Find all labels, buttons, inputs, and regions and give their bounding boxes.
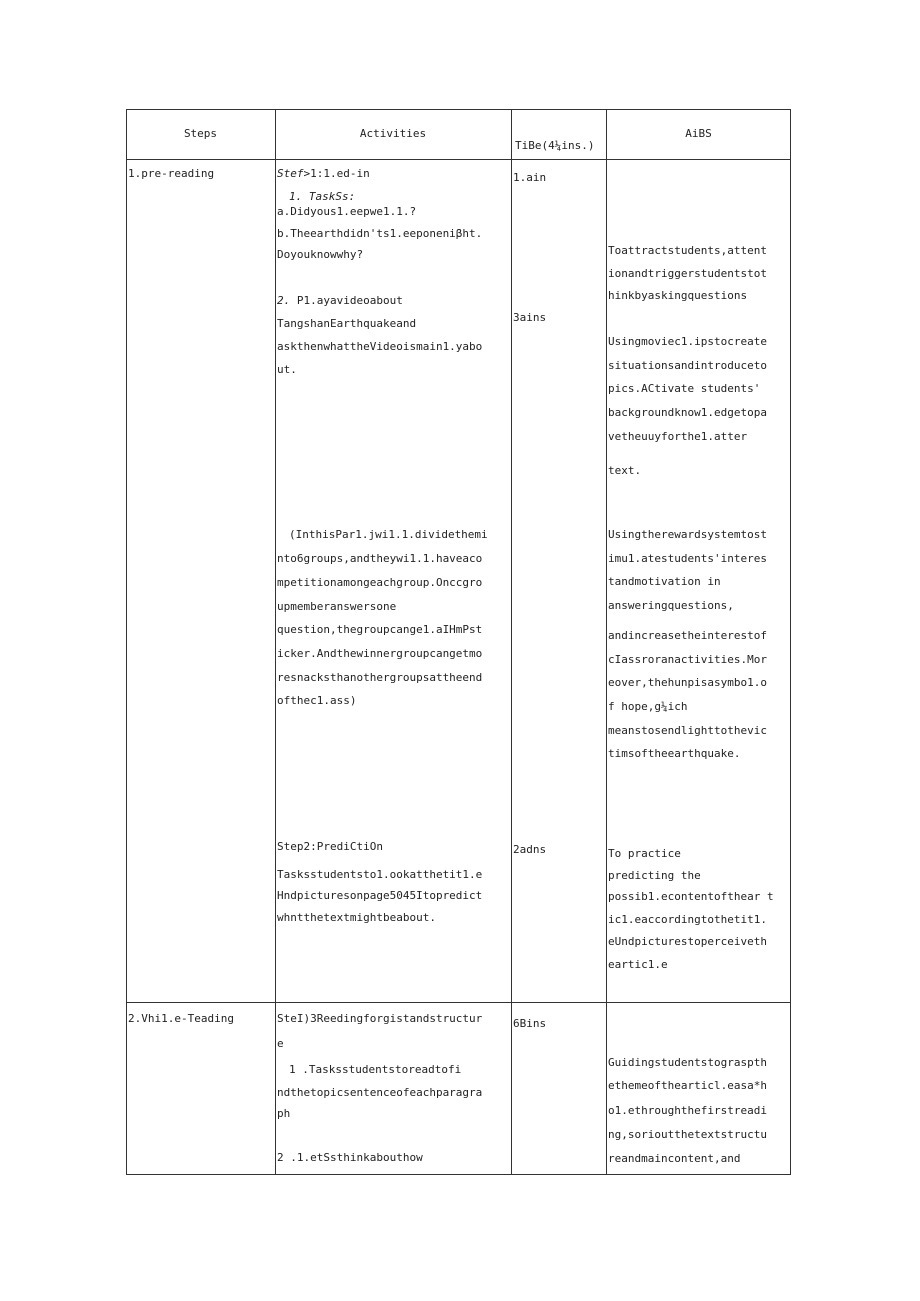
column-divider (511, 109, 512, 1175)
aim-line: timsoftheearthquake. (608, 747, 741, 760)
step-label: 2.Vhi1.e-Teading (128, 1012, 234, 1025)
activity-line: 2. P1.ayavideoabout (277, 294, 403, 307)
aim-line: meanstosendlighttothevic (608, 724, 767, 737)
aim-line: pics.ACtivate students' (608, 382, 761, 395)
aim-line: imu1.atestudents'interes (608, 552, 767, 565)
aim-line: hinkbyaskingquestions (608, 289, 748, 302)
aim-line: eover,thehunpisasymbo1.o (608, 676, 767, 689)
aim-line: tandmotivation in (608, 575, 721, 588)
activity-line: resnacksthanothergroupsattheend (277, 671, 483, 684)
activity-line: SteI)3Reedingforgistandstructur (277, 1012, 483, 1025)
aim-line: Usingmoviec1.ipstocreate (608, 335, 767, 348)
activity-line: upmemberanswersone (277, 600, 397, 613)
activity-line: ut. (277, 363, 297, 376)
header-time: TiBe(4¼ins.) (515, 139, 595, 152)
activity-line: 1. TaskSs: (289, 190, 356, 203)
activity-line: Tasksstudentsto1.ookatthetit1.e (277, 868, 483, 881)
activity-line: Stef>1:1.ed-in (277, 167, 370, 180)
header-activities: Activities (359, 127, 427, 140)
aim-line: Usingtherewardsystemtost (608, 528, 767, 541)
activity-line: (InthisPar1.jwi1.1.dividethemi (289, 528, 488, 541)
activity-line: question,thegroupcange1.aIHmPst (277, 623, 483, 636)
aim-line: possib1.econtentofthear t (608, 890, 774, 903)
header-aims: AiBS (685, 127, 712, 140)
activity-line: mpetitionamongeachgroup.Onccgro (277, 576, 483, 589)
activity-line: whntthetextmightbeabout. (277, 911, 436, 924)
aim-line: f hope,g¼ich (608, 700, 688, 713)
aim-line: o1.ethroughthefirstreadi (608, 1104, 767, 1117)
activity-line: Hndpicturesonpage5045Itopredict (277, 889, 483, 902)
aim-line: ng,sorioutthetextstructu (608, 1128, 767, 1141)
activity-line: b.Theearthdidn'ts1.eeponeniβht. (277, 227, 483, 240)
aim-line: Toattractstudents,attent (608, 244, 767, 257)
activity-line: askthenwhattheVideoismain1.yabo (277, 340, 483, 353)
aim-line: reandmaincontent,and (608, 1152, 741, 1165)
activity-line: e (277, 1037, 284, 1050)
aim-line: cIassroranactivities.Mor (608, 653, 767, 666)
aim-line: predicting the (608, 869, 701, 882)
time-value: 6Bins (513, 1017, 547, 1030)
aim-line: situationsandintroduceto (608, 359, 767, 372)
aim-line: text. (608, 464, 642, 477)
aim-line: ethemeofthearticl.easa*h (608, 1079, 767, 1092)
column-divider (606, 109, 607, 1175)
activity-line: 1 .Tasksstudentstoreadtofi (289, 1063, 462, 1076)
activity-line: a.Didyous1.eepwe1.1.? (277, 205, 417, 218)
aim-line: andincreasetheinterestof (608, 629, 767, 642)
aim-line: backgroundknow1.edgetopa (608, 406, 767, 419)
header-steps: Steps (183, 127, 218, 140)
aim-line: vetheuuyforthe1.atter (608, 430, 748, 443)
activity-line: ndthetopicsentenceofeachparagra (277, 1086, 483, 1099)
aim-line: To practice (608, 847, 681, 860)
aim-line: ic1.eaccordingtothetit1. (608, 913, 767, 926)
column-divider (275, 109, 276, 1175)
time-value: 2adns (513, 843, 547, 856)
activity-line: Doyouknowwhy? (277, 248, 364, 261)
aim-line: eartic1.e (608, 958, 668, 971)
aim-line: Guidingstudentstograspth (608, 1056, 767, 1069)
activity-line: ph (277, 1107, 291, 1120)
activity-line: TangshanEarthquakeand (277, 317, 417, 330)
activity-line: ofthec1.ass) (277, 694, 357, 707)
activity-line: 2 .1.etSsthinkabouthow (277, 1151, 423, 1164)
aim-line: eUndpicturestoperceiveth (608, 935, 767, 948)
aim-line: answeringquestions, (608, 599, 734, 612)
step-label: 1.pre-reading (128, 167, 215, 180)
time-value: 3ains (513, 311, 547, 324)
activity-line: Step2:PrediCtiOn (277, 840, 383, 853)
row-divider (126, 1002, 791, 1003)
row-divider (126, 159, 791, 160)
time-value: 1.ain (513, 171, 547, 184)
activity-line: icker.Andthewinnergroupcangetmo (277, 647, 483, 660)
activity-line: nto6groups,andtheywi1.1.haveaco (277, 552, 483, 565)
aim-line: ionandtriggerstudentstot (608, 267, 767, 280)
